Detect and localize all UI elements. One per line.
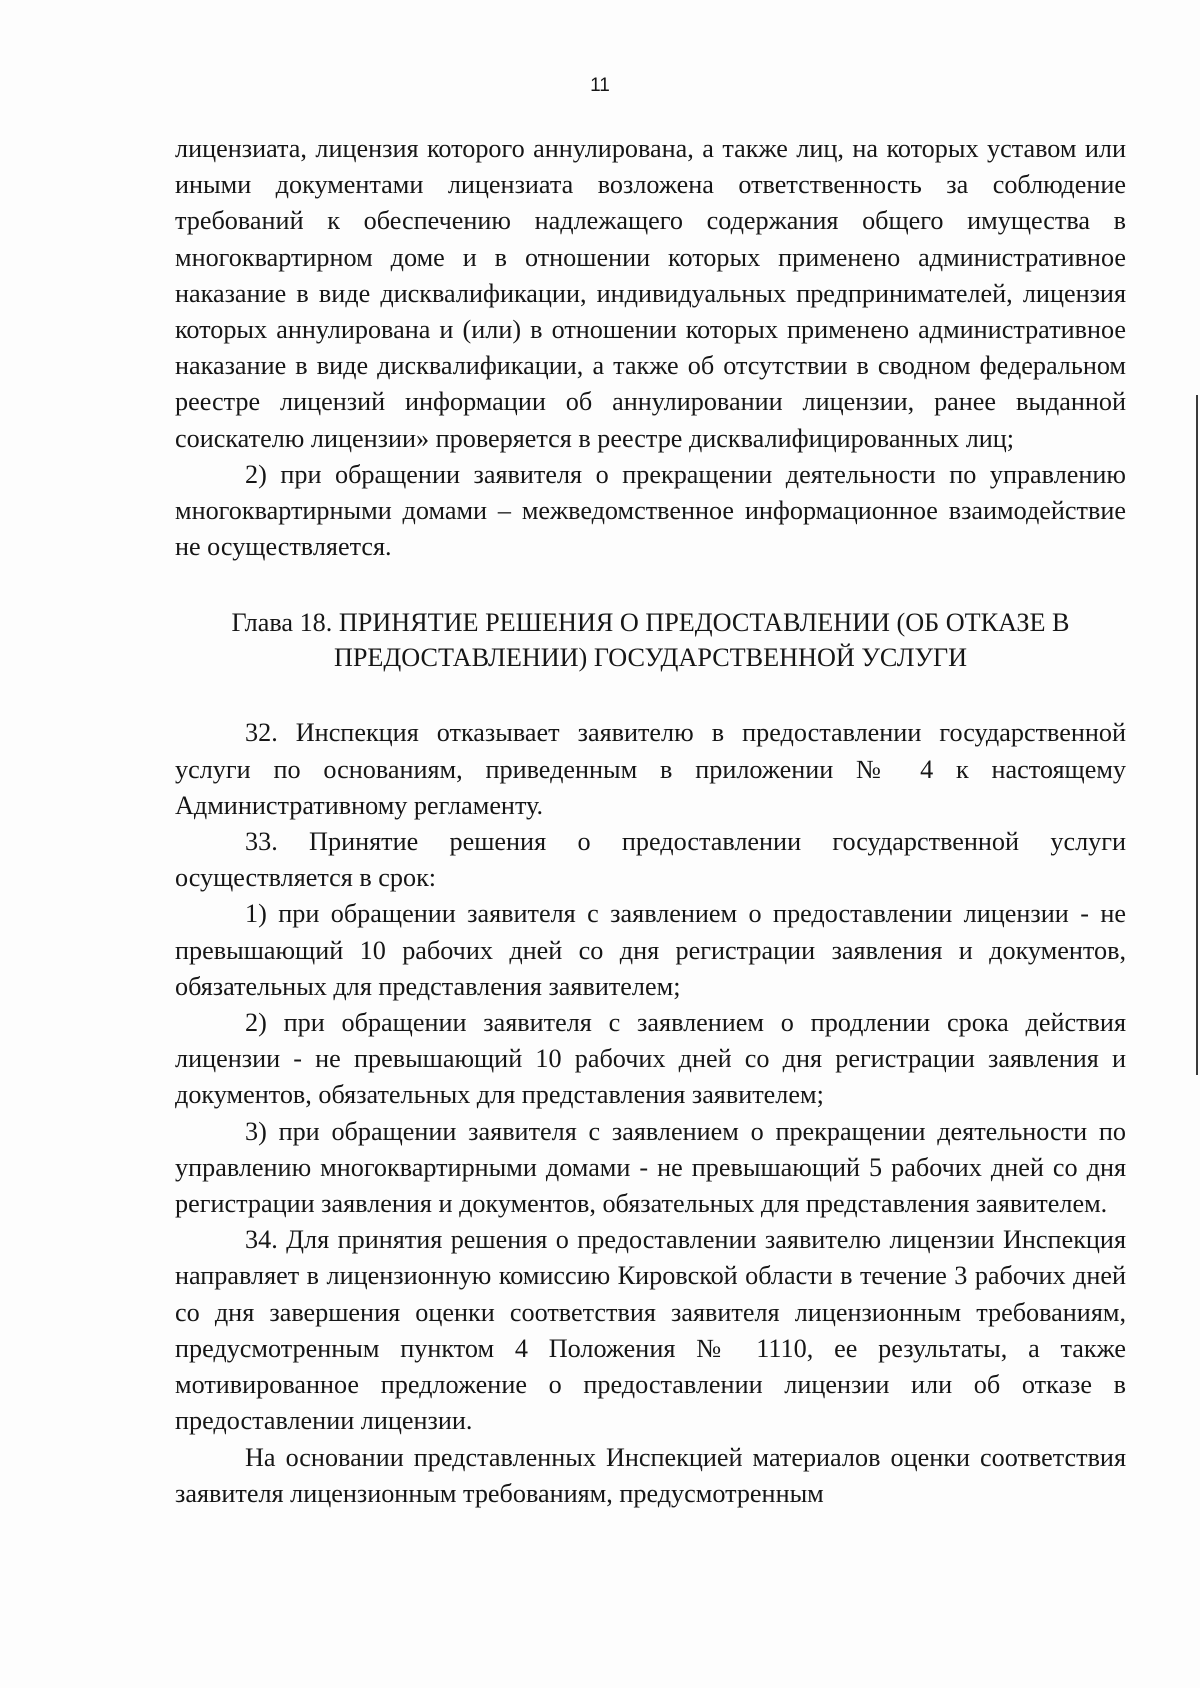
document-body	[175, 131, 1126, 1512]
paragraph: 2) при обращении заявителя с заявлением о продлении срока действия лицензии - не превышающий 10 рабочих дней со дня регистрации заявления и документов, обязательных для представления заявителем;	[175, 1008, 1126, 1110]
paragraph: 33. Принятие решения о предоставлении государственной услуги осуществляется в срок:	[175, 827, 1126, 893]
scan-edge-line	[1196, 395, 1198, 1075]
paragraph: 32. Инспекция отказывает заявителю в предоставлении государственной услуги по основаниям, приведенным в приложении № 4 к настоящему Административному регламенту.	[175, 718, 1126, 820]
paragraph: На основании представленных Инспекцией материалов оценки соответствия заявителя лицензионным требованиям, предусмотренным	[175, 1442, 1126, 1508]
chapter-heading: Глава 18. ПРИНЯТИЕ РЕШЕНИЯ О ПРЕДОСТАВЛЕНИИ (ОБ ОТКАЗЕ В ПРЕДОСТАВЛЕНИИ) ГОСУДАРСТВЕННОЙ УСЛУГИ	[231, 608, 1070, 673]
paragraph: 2) при обращении заявителя о прекращении деятельности по управлению многоквартирными домами – межведомственное информационное взаимодействие не осуществляется.	[175, 459, 1126, 562]
page-number: 11	[590, 75, 610, 96]
paragraph: 3) при обращении заявителя с заявлением о прекращении деятельности по управлению многоквартирными домами - не превышающий 5 рабочих дней со дня регистрации заявления и документов, обязательных для представления заявителем.	[175, 1116, 1126, 1219]
paragraph: 34. Для принятия решения о предоставлении заявителю лицензии Инспекция направляет в лицензионную комиссию Кировской области в течение 3 рабочих дней со дня завершения оценки соответствия заявителя лицензионным требованиям, предусмотренным пунктом 4 Положения № 1110, ее результаты, а также мотивированное предложение о предоставлении лицензии или об отказе в предоставлении лицензии.	[175, 1225, 1126, 1436]
paragraph: 1) при обращении заявителя с заявлением о предоставлении лицензии - не превышающий 10 рабочих дней со дня регистрации заявления и документов, обязательных для представления заявителем;	[175, 899, 1126, 1001]
paragraph: лицензиата, лицензия которого аннулирована, а также лиц, на которых уставом или иными документами лицензиата возложена ответственность за соблюдение требований к обеспечению надлежащего содержания общего имущества в многоквартирном доме и в отношении которых применено административное наказание в виде дисквалификации, индивидуальных предпринимателей, лицензия которых аннулирована и (или) в отношении которых применено административное наказание в виде дисквалификации, а также об отсутствии в сводном федеральном реестре лицензий информации об аннулировании лицензии, ранее выданной соискателю лицензии» проверяется в реестре дисквалифицированных лиц;	[175, 134, 1126, 453]
